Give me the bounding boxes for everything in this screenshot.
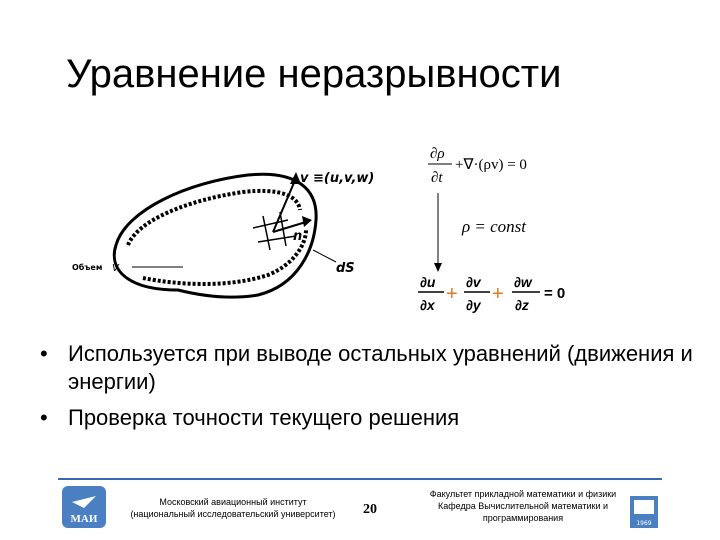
eq2-term1-den: ∂x	[420, 297, 435, 313]
normal-label: n	[293, 229, 303, 244]
footer	[58, 482, 662, 534]
volume-shading-top	[128, 191, 303, 245]
velocity-label: v ≡(u,v,w)	[300, 171, 375, 186]
footer-institution	[118, 496, 348, 520]
bullet-text: Проверка точности текущего решения	[68, 405, 460, 430]
bullet-text: Используется при выводе остальных уравнений (движения и энергии)	[68, 341, 693, 394]
bullet-item	[40, 404, 700, 432]
bullet-marker: •	[40, 341, 48, 366]
volume-label-var: V	[112, 263, 119, 274]
velocity-arrow	[273, 178, 296, 232]
surface-label: dS	[336, 261, 355, 276]
eq2-plus-2: +	[492, 283, 504, 305]
bullet-list	[40, 340, 700, 440]
mai-logo-text: МАИ	[70, 513, 98, 525]
footer-institution-line2: (национальный исследовательский университет)	[130, 509, 336, 519]
mai-logo	[58, 482, 110, 532]
footer-department-line1: Факультет прикладной математики и физики	[429, 489, 617, 499]
footer-institution-line1: Московский авиационный институт	[159, 497, 307, 507]
implication-arrowhead	[434, 263, 442, 272]
bullet-item	[40, 340, 700, 396]
normal-arrowhead	[302, 216, 312, 227]
slide-title: Уравнение неразрывности	[66, 52, 562, 96]
ds-pointer	[313, 250, 336, 262]
bullet-marker: •	[40, 405, 48, 430]
control-volume-figure	[68, 150, 398, 330]
footer-divider	[58, 478, 662, 480]
formulas-block	[410, 138, 600, 323]
footer-department-line2: Кафедра Вычислительной математики и	[437, 501, 609, 511]
eq2-term1-num: ∂u	[420, 274, 436, 290]
eq2-term2-num: ∂v	[466, 274, 481, 290]
page-number: 20	[363, 502, 377, 517]
eq1-numerator: ∂ρ	[430, 146, 445, 162]
department-logo	[628, 490, 660, 530]
volume-label-word: Объем	[72, 263, 103, 272]
eq2-plus-1: +	[446, 283, 458, 305]
eq1-denominator: ∂t	[431, 170, 443, 186]
footer-department	[408, 488, 638, 524]
footer-department-line3: программирования	[482, 513, 564, 523]
condition-text: ρ = const	[462, 217, 527, 236]
eq1-rest: +∇·(ρv) = 0	[455, 157, 527, 173]
department-logo-text: 1969	[636, 520, 652, 527]
eq2-term2-den: ∂y	[466, 297, 481, 313]
eq2-term3-den: ∂z	[515, 297, 529, 313]
eq2-rhs: = 0	[544, 285, 566, 302]
eq2-term3-num: ∂w	[514, 274, 532, 290]
